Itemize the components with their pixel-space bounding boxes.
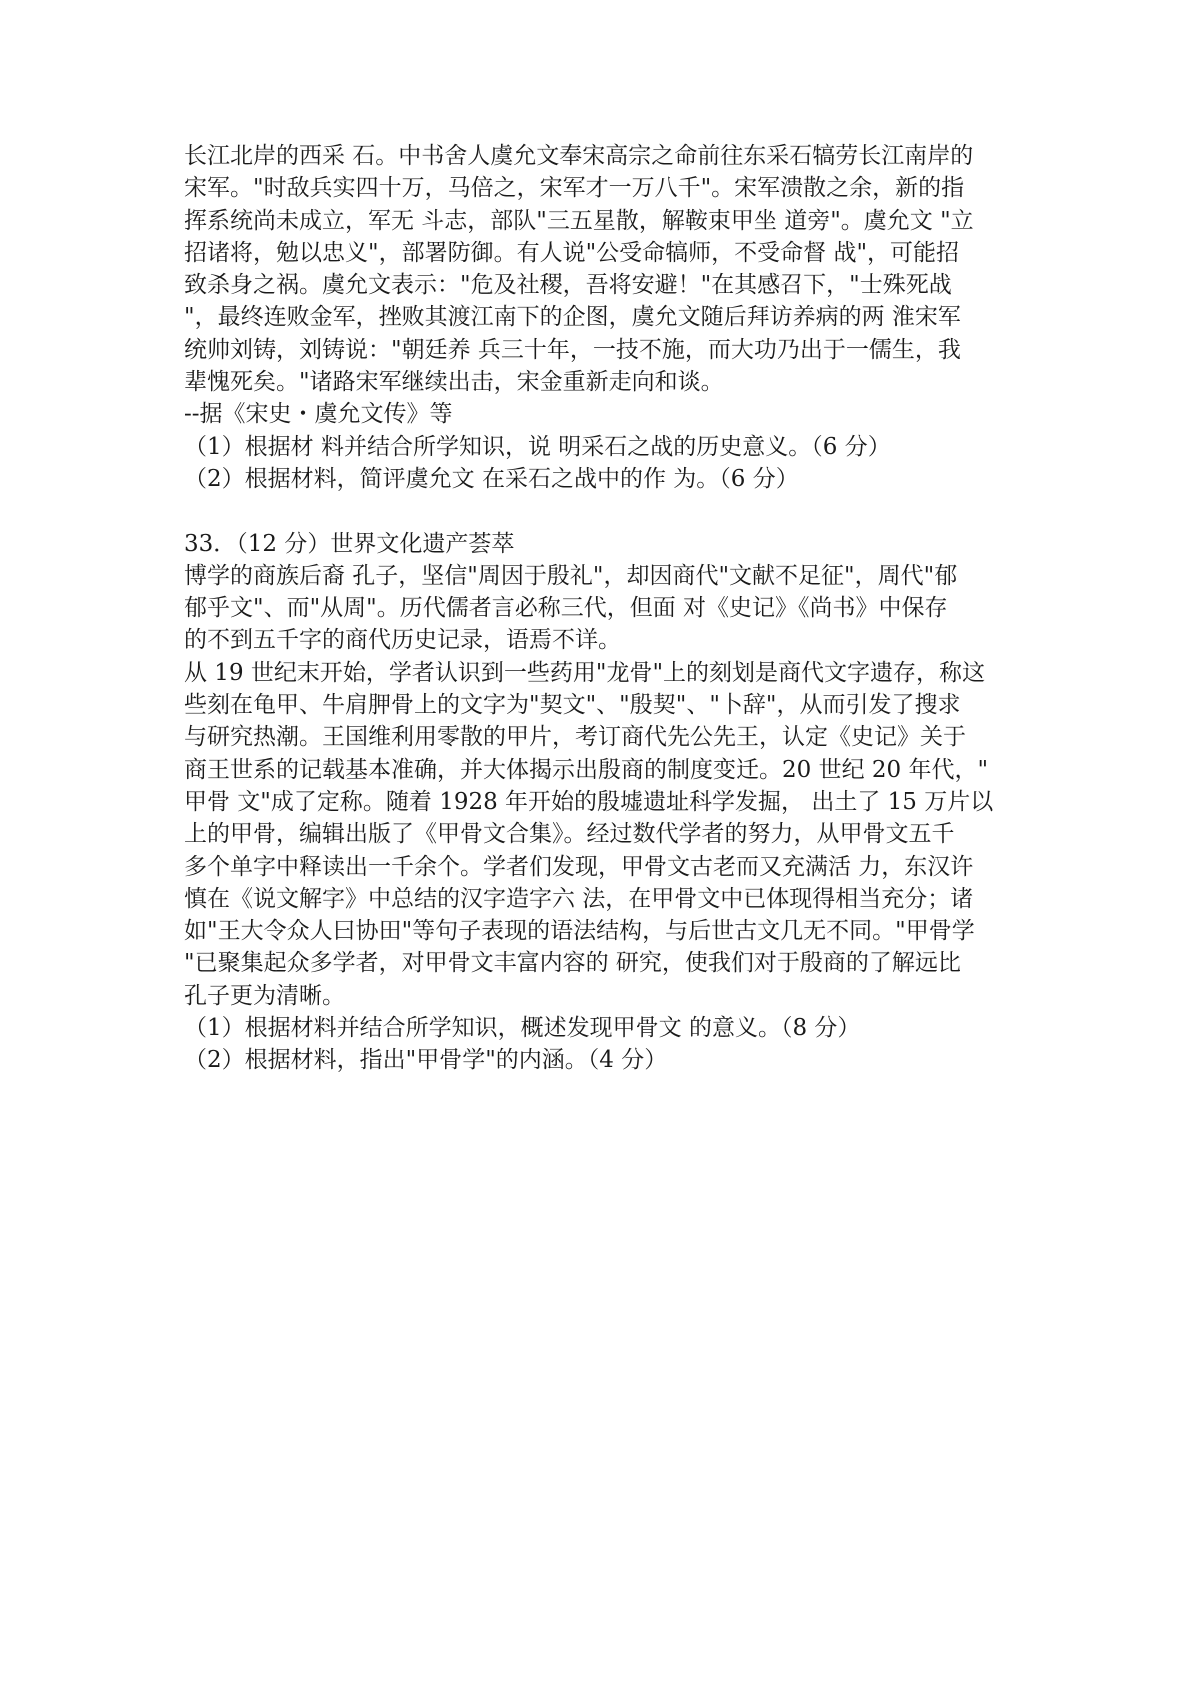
paragraph-line: "，最终连败金军，挫败其渡江南下的企图，虞允文随后拜访养病的两 淮宋军	[184, 304, 961, 331]
paragraph-line: 甲骨 文"成了定称。随着 1928 年开始的殷墟遗址科学发掘， 出土了 15 万片以	[184, 788, 994, 815]
question-1: （1）根据材料并结合所学知识，概述发现甲骨文 的意义。（8 分）	[184, 1015, 861, 1042]
paragraph-line: 上的甲骨，编辑出版了《甲骨文合集》。经过数代学者的努力，从甲骨文五千	[184, 821, 955, 848]
paragraph-line: 致杀身之祸。虞允文表示："危及社稷，吾将安避！"在其感召下，"士殊死战	[184, 272, 952, 299]
paragraph-line: 与研究热潮。王国维利用零散的甲片，考订商代先公先王，认定《史记》关于	[184, 724, 966, 751]
document-page	[184, 140, 1044, 1077]
paragraph-line: 宋军。"时敌兵实四十万，马倍之，宋军才一万八千"。宋军溃散之余，新的指	[184, 175, 965, 202]
paragraph-line: 多个单字中释读出一千余个。学者们发现，甲骨文古老而又充满活 力，东汉许	[184, 853, 974, 880]
blank-line	[184, 495, 1044, 527]
paragraph-line: 慎在《说文解字》中总结的汉字造字六 法，在甲骨文中已体现得相当充分；诸	[184, 885, 974, 912]
question-2: （2）根据材料，简评虞允文 在采石之战中的作 为。（6 分）	[184, 465, 799, 492]
paragraph-line: 长江北岸的西采 石。中书舍人虞允文奉宋高宗之命前往东采石犒劳长江南岸的	[184, 143, 974, 169]
source-citation: --据《宋史・虞允文传》等	[184, 401, 453, 428]
question-1: （1）根据材 料并结合所学知识，说 明采石之战的历史意义。（6 分）	[184, 433, 891, 460]
paragraph-line: 挥系统尚未成立，军无 斗志，部队"三五星散，解鞍束甲坐 道旁"。虞允文 "立	[184, 207, 974, 234]
paragraph-line: 些刻在龟甲、牛肩胛骨上的文字为"契文"、"殷契"、"卜辞"，从而引发了搜求	[184, 692, 961, 719]
paragraph-line: 孔子更为清晰。	[184, 982, 345, 1009]
paragraph-line: 从 19 世纪末开始，学者认识到一些药用"龙骨"上的刻划是商代文字遗存，称这	[184, 659, 986, 686]
paragraph-line: 统帅刘铸，刘铸说："朝廷养 兵三十年，一技不施，而大功乃出于一儒生，我	[184, 336, 961, 363]
material-caishi-battle	[184, 140, 1044, 495]
paragraph-line: 商王世系的记载基本准确，并大体揭示出殷商的制度变迁。20 世纪 20 年代，"	[184, 756, 989, 783]
paragraph-line: 博学的商族后裔 孔子，坚信"周因于殷礼"，却因商代"文献不足征"，周代"郁	[184, 562, 958, 589]
paragraph-line: 如"王大令众人曰协田"等句子表现的语法结构，与后世古文几无不同。"甲骨学	[184, 918, 975, 945]
question-33	[184, 528, 1044, 1077]
paragraph-line: "已聚集起众多学者，对甲骨文丰富内容的 研究，使我们对于殷商的了解远比	[184, 950, 961, 977]
question-2: （2）根据材料，指出"甲骨学"的内涵。（4 分）	[184, 1047, 668, 1074]
paragraph-line: 的不到五千字的商代历史记录，语焉不详。	[184, 627, 621, 654]
paragraph-line: 辈愧死矣。"诸路宋军继续出击，宋金重新走向和谈。	[184, 369, 724, 396]
paragraph-line: 郁乎文"、而"从周"。历代儒者言必称三代，但面 对《史记》《尚书》中保存	[184, 595, 948, 622]
paragraph-line: 招诸将，勉以忠义"，部署防御。有人说"公受命犒师，不受命督 战"，可能招	[184, 239, 960, 266]
question-heading: 33．（12 分）世界文化遗产荟萃	[184, 530, 515, 557]
